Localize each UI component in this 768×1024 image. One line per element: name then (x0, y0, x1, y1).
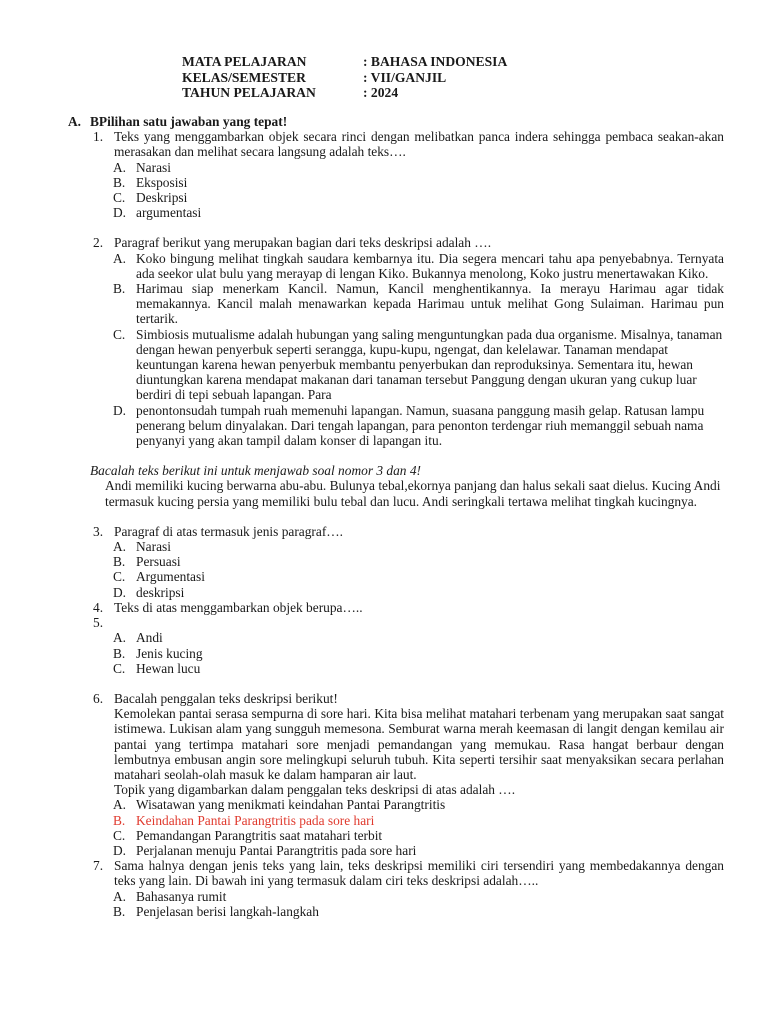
option-letter: A. (113, 888, 127, 904)
option-letter: A. (113, 250, 127, 266)
section-letter: A. (68, 114, 82, 129)
question-instruction: Bacalah penggalan teks deskripsi berikut! (114, 690, 338, 706)
section-heading (68, 114, 724, 129)
question-number: 5. (93, 615, 104, 631)
question-text (114, 615, 724, 630)
option-text: Penjelasan berisi langkah-langkah (136, 903, 319, 919)
option-text: Wisatawan yang menikmati keindahan Pantai Parangtritis (136, 797, 446, 813)
option-letter: B. (113, 645, 126, 661)
option-letter: C. (113, 827, 126, 843)
option-letter: C. (113, 326, 126, 342)
option-2b (113, 281, 724, 327)
option-letter: A. (113, 159, 127, 175)
question-4 (68, 600, 724, 615)
option-text: Argumentasi (136, 569, 205, 585)
option-text: Simbiosis mutualisme adalah hubungan yang saling menguntungkan pada dua organisme. Misalnya, tanaman dengan hewan penyerbuk seperti serangga, kupu-kupu, ngengat, dan kelelawar. Tanaman mendapat keuntungan karena hewan penyerbuk membantu penyerbukan dan reproduksinya. Sementara itu, hewan diuntungkan karena mendapat makanan dari tanaman tersebut Panggung dengan ukuran yang cukup luar berdiri di tepi sebuah lapangan. Para (136, 326, 723, 403)
option-3b (113, 554, 724, 569)
option-1c (113, 190, 724, 205)
question-number: 1. (93, 129, 104, 145)
option-text: deskripsi (136, 584, 185, 600)
question-number: 4. (93, 599, 104, 615)
option-text: Hewan lucu (136, 660, 201, 676)
option-letter: A. (113, 539, 127, 555)
option-1a (113, 160, 724, 175)
option-text: Andi (136, 630, 163, 646)
option-letter: B. (113, 903, 126, 919)
reading-passage: Andi memiliki kucing berwarna abu-abu. Bulunya tebal,ekornya panjang dan halus sekali saat dielus. Kucing Andi termasuk kucing persia yang memiliki bulu tebal dan lucu. Andi seringkali tertawa melihat tingkah kucingnya. (105, 478, 721, 509)
option-text: Koko bingung melihat tingkah saudara kembarnya itu. Dia segera mencari tahu apa penyebabnya. Ternyata ada seekor ulat bulu yang merayap di lengan Kiko. Bukannya menolong, Koko justru menertawakan Kiko. (136, 250, 724, 281)
option-letter: C. (113, 190, 126, 206)
option-text: argumentasi (136, 205, 202, 221)
option-letter: A. (113, 797, 127, 813)
header-row-subject (182, 54, 507, 70)
option-6a (113, 797, 724, 812)
option-3c (113, 569, 724, 584)
document-header (182, 54, 507, 101)
section-title: BPilihan satu jawaban yang tepat! (90, 114, 288, 129)
option-6c (113, 828, 724, 843)
question-number: 3. (93, 523, 104, 539)
option-2c (113, 327, 724, 403)
question-number: 6. (93, 690, 104, 706)
header-label: MATA PELAJARAN (182, 54, 307, 69)
question-6 (68, 691, 724, 797)
option-2d (113, 403, 724, 449)
option-text: Persuasi (136, 554, 181, 570)
question-text: Topik yang digambarkan dalam penggalan teks deskripsi di atas adalah …. (114, 782, 516, 798)
question-text: Sama halnya dengan jenis teks yang lain, teks deskripsi memiliki ciri tersendiri yang membedakannya dengan teks yang lain. Di bawah ini yang termasuk dalam ciri teks deskripsi adalah….. (114, 858, 724, 889)
option-letter: B. (113, 554, 126, 570)
question-text: Teks yang menggambarkan objek secara rinci dengan melibatkan panca indera sehingga pembaca seakan-akan merasakan dan melihat secara langsung adalah teks…. (114, 129, 724, 160)
option-letter: C. (113, 660, 126, 676)
question-text: Teks di atas menggambarkan objek berupa….. (114, 599, 363, 615)
option-7a (113, 889, 724, 904)
question-list (68, 114, 724, 919)
option-letter: B. (113, 812, 126, 828)
option-text: Pemandangan Parangtritis saat matahari terbit (136, 827, 383, 843)
header-value: : BAHASA INDONESIA (363, 54, 508, 69)
option-text: Keindahan Pantai Parangtritis pada sore hari (136, 812, 375, 828)
option-letter: D. (113, 402, 127, 418)
question-text: Paragraf di atas termasuk jenis paragraf…. (114, 523, 344, 539)
option-5b (113, 646, 724, 661)
option-1b (113, 175, 724, 190)
option-letter: D. (113, 584, 127, 600)
option-text: Narasi (136, 539, 171, 555)
option-5c (113, 661, 724, 676)
question-5 (68, 615, 724, 630)
option-6d (113, 843, 724, 858)
option-5a (113, 630, 724, 645)
question-passage: Kemolekan pantai serasa sempurna di sore hari. Kita bisa melihat matahari terbenam yang merupakan saat sangat istimewa. Lukisan alam yang sungguh memesona. Semburat warna merah keemasan di langit dengan kemilau air pantai yang tertimpa matahari sore menjadi pemandangan yang memukau. Rasa hangat berbaur dengan lembutnya embusan angin sore melingkupi seluruh tubuh. Kita seperti tersihir saat menyaksikan secara perlahan matahari seolah-olah masuk ke dalam hamparan air laut. (114, 706, 724, 782)
question-7 (68, 858, 724, 888)
header-value: : 2024 (363, 85, 399, 101)
option-text: Narasi (136, 159, 171, 175)
option-letter: D. (113, 205, 127, 221)
option-letter: D. (113, 842, 127, 858)
option-text: Eksposisi (136, 174, 188, 190)
question-1 (68, 129, 724, 159)
option-3d (113, 585, 724, 600)
header-row-year (182, 85, 507, 101)
question-text: Paragraf berikut yang merupakan bagian dari teks deskripsi adalah …. (114, 235, 492, 251)
header-row-class (182, 70, 507, 86)
option-text: Deskripsi (136, 190, 188, 206)
option-7b (113, 904, 724, 919)
option-3a (113, 539, 724, 554)
question-number: 7. (93, 858, 104, 874)
option-letter: A. (113, 630, 127, 646)
question-number: 2. (93, 235, 104, 251)
option-letter: B. (113, 281, 126, 297)
header-label: TAHUN PELAJARAN (182, 85, 316, 101)
option-text: Bahasanya rumit (136, 888, 227, 904)
option-2a (113, 251, 724, 281)
question-2 (68, 235, 724, 250)
option-text: Jenis kucing (136, 645, 203, 661)
header-value: : VII/GANJIL (363, 69, 447, 85)
header-label: KELAS/SEMESTER (182, 69, 306, 85)
option-text: penontonsudah tumpah ruah memenuhi lapangan. Namun, suasana panggung masih gelap. Ratusan lampu penerang belum dinyalakan. Dari tengah lapangan, para penonton terdengar riuh memanggil sebuah nama penyanyi yang akan tampil dalam konser di lapangan itu. (136, 402, 705, 449)
option-letter: B. (113, 174, 126, 190)
option-6b-highlighted (113, 813, 724, 828)
option-text: Harimau siap menerkam Kancil. Namun, Kancil menghentikannya. Ia merayu Harimau agar tidak memakannya. Kancil malah menawarkan kepada Harimau untuk melihat Gong Sulaiman. Harimau pun tertarik. (136, 281, 724, 327)
option-text: Perjalanan menuju Pantai Parangtritis pada sore hari (136, 842, 417, 858)
option-1d (113, 205, 724, 220)
option-letter: C. (113, 569, 126, 585)
reading-instruction: Bacalah teks berikut ini untuk menjawab soal nomor 3 dan 4! (90, 463, 422, 479)
question-3 (68, 524, 724, 539)
